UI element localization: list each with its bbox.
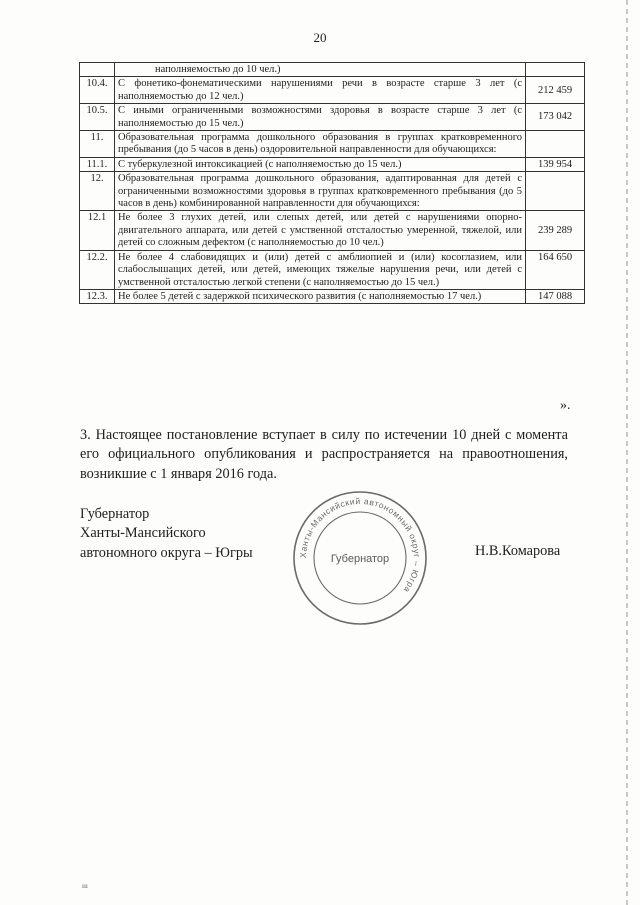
seal-center-text: Губернатор [330, 553, 390, 565]
closing-quote: ». [560, 398, 571, 413]
row-description: Образовательная программа дошкольного образования в группах кратковременного пребывания (до 5 часов в день) оздоровительной направленности для обучающихся: [115, 131, 526, 158]
table-row [80, 172, 585, 211]
signer-title-line: автономного округа – Югры [80, 544, 253, 561]
table-row [80, 77, 585, 104]
table-row [80, 250, 585, 289]
table-row [80, 104, 585, 131]
row-description: С туберкулезной интоксикацией (с наполняемостью до 15 чел.) [115, 157, 526, 171]
row-value [526, 131, 585, 158]
seal-ring-text: Ханты-Мансийский автономный округ – Югра [297, 495, 423, 595]
row-number [80, 63, 115, 77]
row-number: 12.1 [80, 211, 115, 250]
signature-name: Н.В.Комарова [475, 543, 561, 559]
table-row [80, 211, 585, 250]
decree-paragraph: 3. Настоящее постановление вступает в силу по истечении 10 дней с момента его официального опубликования и распространяется на правоотношения, возникшие с 1 января 2016 года. [80, 427, 568, 482]
footer-code: ııı [82, 882, 88, 890]
rates-table [79, 62, 585, 304]
row-number: 10.5. [80, 104, 115, 131]
table-row [80, 63, 585, 77]
row-description: Не более 4 слабовидящих и (или) детей с амблиопией и (или) косоглазием, или слабослышащих детей, или детей, имеющих тяжелые нарушения речи, или детей с умственной отсталостью легкой степени (с наполняемостью до 15 чел.) [115, 250, 526, 289]
table-row [80, 157, 585, 171]
row-number: 12. [80, 172, 115, 211]
table-row [80, 131, 585, 158]
signer-title-line: Губернатор [80, 506, 150, 522]
row-value [526, 63, 585, 77]
signer-title-line: Ханты-Мансийского [80, 525, 206, 542]
page-number: 20 [313, 30, 327, 45]
row-description: Образовательная программа дошкольного образования, адаптированная для детей с ограниченными возможностями здоровья в группах кратковременного пребывания (до 5 часов в день) комбинированной направленности для обучающихся: [115, 172, 526, 211]
row-value: 173 042 [526, 104, 585, 131]
official-seal [290, 488, 430, 628]
svg-text:Ханты-Мансийский автономный ок [298, 496, 422, 595]
scan-edge [626, 0, 628, 905]
row-value: 212 459 [526, 77, 585, 104]
row-value: 164 650 [526, 250, 585, 289]
row-description: С иными ограниченными возможностями здоровья в возрасте старше 3 лет (с наполняемостью до 15 чел.) [115, 104, 526, 131]
row-number: 11.1. [80, 157, 115, 171]
signer-title [80, 505, 253, 563]
row-description: Не более 3 глухих детей, или слепых детей, или детей с нарушениями опорно-двигательного аппарата, или детей с умственной отсталостью умеренной, тяжелой, или детей со сложным дефектом (с наполняемостью до 10 чел.) [115, 211, 526, 250]
row-number: 12.3. [80, 289, 115, 303]
row-description: С фонетико-фонематическими нарушениями речи в возрасте старше 3 лет (с наполняемостью до 12 чел.) [115, 77, 526, 104]
row-number: 10.4. [80, 77, 115, 104]
row-description: Не более 5 детей с задержкой психического развития (с наполняемостью 17 чел.) [115, 289, 526, 303]
row-number: 11. [80, 131, 115, 158]
row-value: 239 289 [526, 211, 585, 250]
row-number: 12.2. [80, 250, 115, 289]
row-value: 147 088 [526, 289, 585, 303]
row-description: наполняемостью до 10 чел.) [115, 63, 526, 77]
row-value [526, 172, 585, 211]
table-row [80, 289, 585, 303]
row-value: 139 954 [526, 157, 585, 171]
